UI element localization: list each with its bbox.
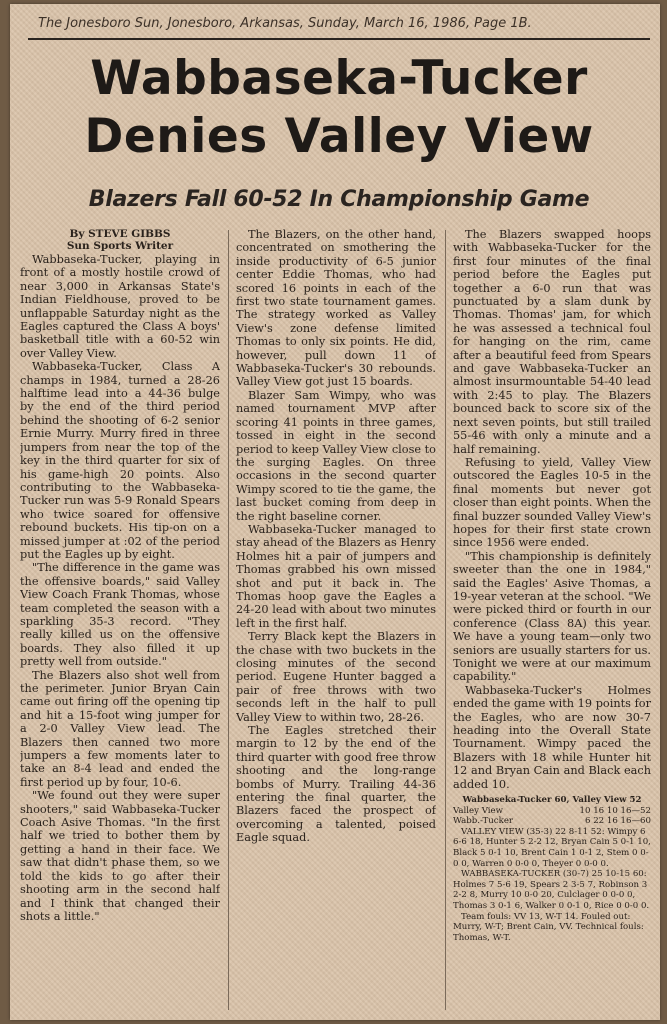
valley-view-stats: VALLEY VIEW (35-3) 22 8-11 52: Wimpy 6 6-6 18, Hunter 5 2-2 12, Bryan Cain 5 0-1 10, Black 5 0-1 10, Brent Cain 1 0-1 2, Stem 0 0-0 0, Warren 0 0-0 0, Theyer 0 0-0 0. [453, 826, 651, 869]
article-column-2 [236, 228, 436, 1018]
headline-line-1: Wabbaseka-Tucker [90, 51, 588, 106]
headline [28, 50, 650, 166]
article-column-3 [453, 228, 651, 1018]
quarter-scores: 10 16 10 16—52 [579, 805, 651, 816]
box-score [453, 795, 651, 943]
quarter-scores: 6 22 16 16—60 [585, 816, 651, 827]
paragraph: The Eagles stretched their margin to 12 by the end of the third quarter with good free throw shooting and the long-range bombs of Murry. Trailing 44-36 entering the final quarter, the Blazers faced the prospect of overcoming a talented, poised Eagle squad. [236, 724, 436, 845]
paragraph: Blazer Sam Wimpy, who was named tournament MVP after scoring 41 points in three games, tossed in eight in the second period to keep Valley View close to the surging Eagles. On three occasions in the second quarter Wimpy scored to tie the game, the last bucket coming from deep in the right baseline corner. [236, 388, 436, 523]
box-score-header: Wabbaseka-Tucker 60, Valley View 52 [462, 795, 642, 806]
paragraph: "The difference in the game was the offensive boards," said Valley View Coach Frank Thomas, whose team completed the season with a sparkling 35-3 record. "They really killed us on the offensive boards. They also filled it up pretty well from outside." [20, 561, 220, 669]
wabbaseka-stats: WABBASEKA-TUCKER (30-7) 25 10-15 60: Holmes 7 5-6 19, Spears 2 3-5 7, Robinson 3 2-2 8, Murry 10 0-0 20, Culclager 0 0-0 0, Thomas 3 0-1 6, Walker 0 0-1 0, Rice 0 0-0 0. [453, 869, 650, 911]
paragraph: "This championship is definitely sweeter than the one in 1984," said the Eagles' Asive Thomas, a 19-year veteran at the school. "We were picked third or fourth in our conference (Class 8A) this year. We have a young team—only two seniors are usually starters for us. Tonight we were at our maximum capability." [453, 549, 651, 684]
dateline: The Jonesboro Sun, Jonesboro, Arkansas, Sunday, March 16, 1986, Page 1B. [38, 16, 532, 31]
team-name: Wabb.-Tucker [453, 816, 514, 827]
paragraph: Wabbaseka-Tucker's Holmes ended the game with 19 points for the Eagles, who are now 30-7 heading into the Overall State Tournament. Wimpy paced the Blazers with 18 while Hunter hit 12 and Bryan Cain and Black each added 10. [453, 683, 651, 791]
byline-role: Sun Sports Writer [66, 240, 174, 252]
column-divider [228, 230, 229, 1010]
column-divider [445, 230, 446, 1010]
article-column-1 [20, 228, 220, 1018]
subhead: Blazers Fall 60-52 In Championship Game [88, 187, 590, 212]
paragraph: The Blazers, on the other hand, concentrated on smothering the inside productivity of 6-5 junior center Eddie Thomas, who had scored 16 points in each of the first two state tournament games. The strategy worked as Valley View's zone defense limited Thomas to only six points. He did, however, pull down 11 of Wabbaseka-Tucker's 30 rebounds. Valley View got just 15 boards. [236, 228, 436, 389]
paragraph: The Blazers swapped hoops with Wabbaseka-Tucker for the first four minutes of the final period before the Eagles put together a 6-0 run that was punctuated by a slam dunk by Thomas. Thomas' jam, for which he was assessed a technical foul for hanging on the rim, came after a beautiful feed from Spears and gave Wabbaseka-Tucker an almost insurmountable 54-40 lead with 2:45 to play. The Blazers bounced back to score six of the next seven points, but still trailed 55-46 with only a minute and a half remaining. [453, 228, 651, 456]
headline-line-2: Denies Valley View [84, 109, 594, 164]
byline-author: By STEVE GIBBS [69, 228, 171, 240]
paragraph: Refusing to yield, Valley View outscored the Eagles 10-5 in the final moments but never got closer than eight points. When the final buzzer sounded Valley View's hopes for their first state crown since 1956 were ended. [453, 455, 651, 550]
paragraph: Wabbaseka-Tucker managed to stay ahead of the Blazers as Henry Holmes hit a pair of jumpers and Thomas grabbed his own missed shot and put it back in. The Thomas hoop gave the Eagles a 24-20 lead with about two minutes left in the first half. [236, 522, 436, 630]
team-name: Valley View [453, 805, 503, 816]
paragraph: Wabbaseka-Tucker, playing in front of a mostly hostile crowd of near 3,000 in Arkansas State's Indian Fieldhouse, proved to be unflappable Saturday night as the Eagles captured the Class A boys' basketball title with a 60-52 win over Valley View. [20, 253, 220, 360]
header-rule [28, 38, 650, 40]
team-fouls: Team fouls: VV 13, W-T 14. Fouled out: Murry, W-T; Brent Cain, VV. Technical fouls: Thomas, W-T. [453, 911, 644, 943]
paragraph: Terry Black kept the Blazers in the chase with two buckets in the closing minutes of the second period. Eugene Hunter bagged a pair of free throws with two seconds left in the half to pull Valley View to within two, 28-26. [236, 630, 436, 724]
box-score-row [453, 806, 651, 817]
paragraph: The Blazers also shot well from the perimeter. Junior Bryan Cain came out firing off the opening tip and hit a 15-foot wing jumper for a 2-0 Valley View lead. The Blazers then canned two more jumpers a few moments later to take an 8-4 lead and ended the first period up by four, 10-6. [20, 668, 220, 789]
newspaper-clipping [10, 4, 660, 1020]
box-score-row [453, 816, 651, 827]
paragraph: "We found out they were super shooters," said Wabbaseka-Tucker Coach Asive Thomas. "In the first half we tried to bother them by getting a hand in their face. We saw that didn't phase them, so we told the kids to go after their shooting arm in the second half and I think that changed their shots a little." [20, 789, 220, 923]
paragraph: Wabbaseka-Tucker, Class A champs in 1984, turned a 28-26 halftime lead into a 44-36 bulge by the end of the third period behind the shooting of 6-2 senior Ernie Murry. Murry fired in three jumpers from near the top of the key in the third quarter for six of his game-high 20 points. Also contributing to the Wabbaseka-Tucker run was 5-9 Ronald Spears who twice soared for offensive rebound buckets. His tip-on on a missed jumper at :02 of the period put the Eagles up by eight. [20, 360, 220, 561]
